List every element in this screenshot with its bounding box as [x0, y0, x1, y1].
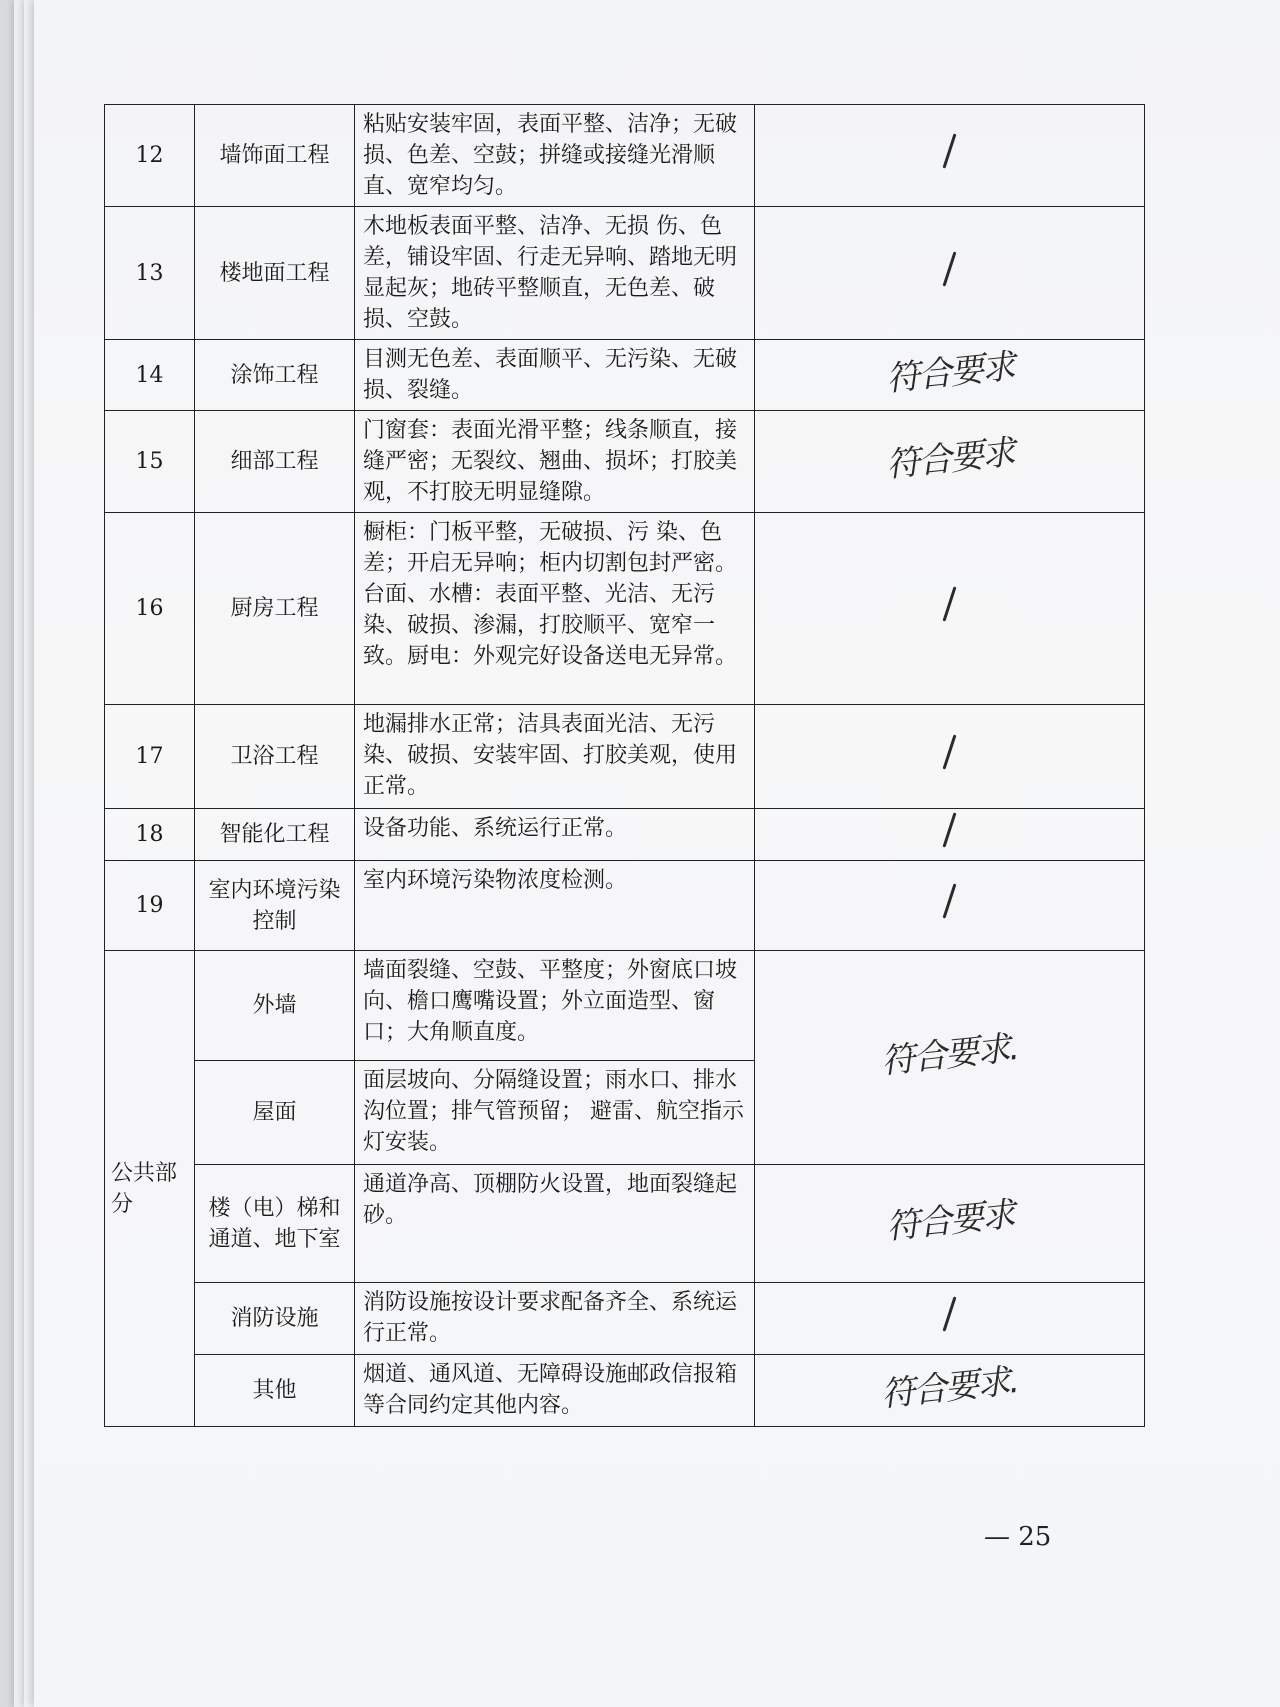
handwritten-text: 符合要求.	[879, 1360, 1020, 1416]
handwritten-mark	[755, 951, 1145, 1165]
table-row	[105, 513, 1145, 705]
page-number: — 25	[984, 1522, 1052, 1552]
item-name: 消防设施	[195, 1283, 355, 1355]
slash-mark-icon	[943, 1296, 957, 1331]
item-description: 通道净高、顶棚防火设置，地面裂缝起砂。	[355, 1165, 755, 1283]
handwritten-mark	[755, 1283, 1145, 1355]
row-number: 12	[105, 105, 195, 207]
item-name: 智能化工程	[195, 809, 355, 861]
table-row	[105, 1165, 1145, 1283]
item-description: 消防设施按设计要求配备齐全、系统运行正常。	[355, 1283, 755, 1355]
item-description: 门窗套：表面光滑平整；线条顺直，接缝严密；无裂纹、翘曲、损坏；打胶美观，不打胶无明显缝隙。	[355, 411, 755, 513]
handwritten-mark	[755, 207, 1145, 340]
item-description: 木地板表面平整、洁净、无损 伤、色差，铺设牢固、行走无异响、踏地无明显起灰；地砖平整顺直，无色差、破损、空鼓。	[355, 207, 755, 340]
row-number: 16	[105, 513, 195, 705]
row-number: 13	[105, 207, 195, 340]
slash-mark-icon	[943, 251, 957, 286]
handwritten-mark	[755, 861, 1145, 951]
slash-mark-icon	[943, 586, 957, 621]
handwritten-mark	[755, 1165, 1145, 1283]
handwritten-text: 符合要求	[883, 345, 1016, 400]
table-row	[105, 1283, 1145, 1355]
item-name: 厨房工程	[195, 513, 355, 705]
handwritten-text: 符合要求	[883, 432, 1016, 486]
item-description: 墙面裂缝、空鼓、平整度；外窗底口坡向、檐口鹰嘴设置；外立面造型、窗口；大角顺直度。	[355, 951, 755, 1061]
item-description: 室内环境污染物浓度检测。	[355, 861, 755, 951]
item-name: 楼地面工程	[195, 207, 355, 340]
row-number: 17	[105, 705, 195, 809]
row-number: 14	[105, 340, 195, 411]
inspection-table	[104, 104, 1145, 1427]
item-name: 外墙	[195, 951, 355, 1061]
table-row	[105, 705, 1145, 809]
item-name: 细部工程	[195, 411, 355, 513]
table-row	[105, 207, 1145, 340]
inspection-table-wrapper	[104, 104, 1144, 1427]
table-row	[105, 340, 1145, 411]
table-row	[105, 411, 1145, 513]
handwritten-mark	[755, 340, 1145, 411]
slash-mark-icon	[943, 812, 957, 847]
public-area-group-label: 公共部分	[105, 951, 195, 1427]
table-row	[105, 105, 1145, 207]
handwritten-mark	[755, 809, 1145, 861]
row-number: 19	[105, 861, 195, 951]
item-description: 面层坡向、分隔缝设置；雨水口、排水沟位置；排气管预留； 避雷、航空指示灯安装。	[355, 1061, 755, 1165]
slash-mark-icon	[943, 734, 957, 769]
slash-mark-icon	[943, 133, 957, 168]
item-description: 目测无色差、表面顺平、无污染、无破损、裂缝。	[355, 340, 755, 411]
item-name: 卫浴工程	[195, 705, 355, 809]
handwritten-text: 符合要求	[883, 1194, 1016, 1248]
handwritten-mark	[755, 411, 1145, 513]
row-number: 15	[105, 411, 195, 513]
item-name: 室内环境污染控制	[195, 861, 355, 951]
handwritten-mark	[755, 1355, 1145, 1427]
handwritten-mark	[755, 513, 1145, 705]
table-row	[105, 861, 1145, 951]
slash-mark-icon	[943, 883, 957, 918]
table-row	[105, 809, 1145, 861]
item-name: 涂饰工程	[195, 340, 355, 411]
handwritten-mark	[755, 105, 1145, 207]
handwritten-mark	[755, 705, 1145, 809]
item-name: 其他	[195, 1355, 355, 1427]
item-description: 橱柜：门板平整，无破损、污 染、色差；开启无异响；柜内切割包封严密。台面、水槽：表面平整、光洁、无污染、破损、渗漏，打胶顺平、宽窄一致。厨电：外观完好设备送电无异常。	[355, 513, 755, 705]
item-description: 设备功能、系统运行正常。	[355, 809, 755, 861]
handwritten-text: 符合要求.	[879, 1027, 1020, 1083]
item-description: 粘贴安装牢固，表面平整、洁净；无破损、色差、空鼓；拼缝或接缝光滑顺直、宽窄均匀。	[355, 105, 755, 207]
table-row	[105, 951, 1145, 1061]
item-name: 楼（电）梯和通道、地下室	[195, 1165, 355, 1283]
table-row	[105, 1355, 1145, 1427]
item-name: 墙饰面工程	[195, 105, 355, 207]
item-description: 烟道、通风道、无障碍设施邮政信报箱等合同约定其他内容。	[355, 1355, 755, 1427]
item-description: 地漏排水正常；洁具表面光洁、无污染、破损、安装牢固、打胶美观，使用正常。	[355, 705, 755, 809]
item-name: 屋面	[195, 1061, 355, 1165]
row-number: 18	[105, 809, 195, 861]
